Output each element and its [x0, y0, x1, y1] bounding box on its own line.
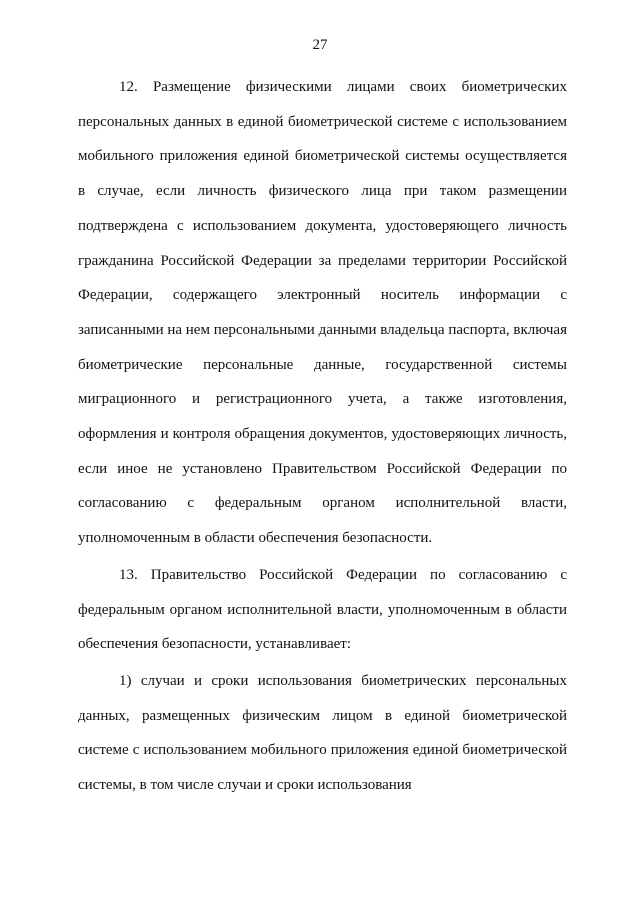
- document-body: [78, 70, 567, 803]
- paragraph-12: 12. Размещение физическими лицами своих биометрических персональных данных в единой биометрической системе с использованием мобильного приложения единой биометрической системы осуществляется в случае, если личность физического лица при таком размещении подтверждена с использованием документа, удостоверяющего личность гражданина Российской Федерации за пределами территории Российской Федерации, содержащего электронный носитель информации с записанными на нем персональными данными владельца паспорта, включая биометрические персональные данные, государственной системы миграционного и регистрационного учета, а также изготовления, оформления и контроля обращения документов, удостоверяющих личность, если иное не установлено Правительством Российской Федерации по согласованию с федеральным органом исполнительной власти, уполномоченным в области обеспечения безопасности.: [78, 79, 567, 547]
- paragraph-13-item-1: 1) случаи и сроки использования биометрических персональных данных, размещенных физическим лицом в единой биометрической системе с использованием мобильного приложения единой биометрической системы, в том числе случаи и сроки использования: [78, 672, 567, 794]
- paragraph-13: 13. Правительство Российской Федерации по согласованию с федеральным органом исполнительной власти, уполномоченным в области обеспечения безопасности, устанавливает:: [78, 566, 567, 653]
- page-number: 27: [312, 37, 328, 53]
